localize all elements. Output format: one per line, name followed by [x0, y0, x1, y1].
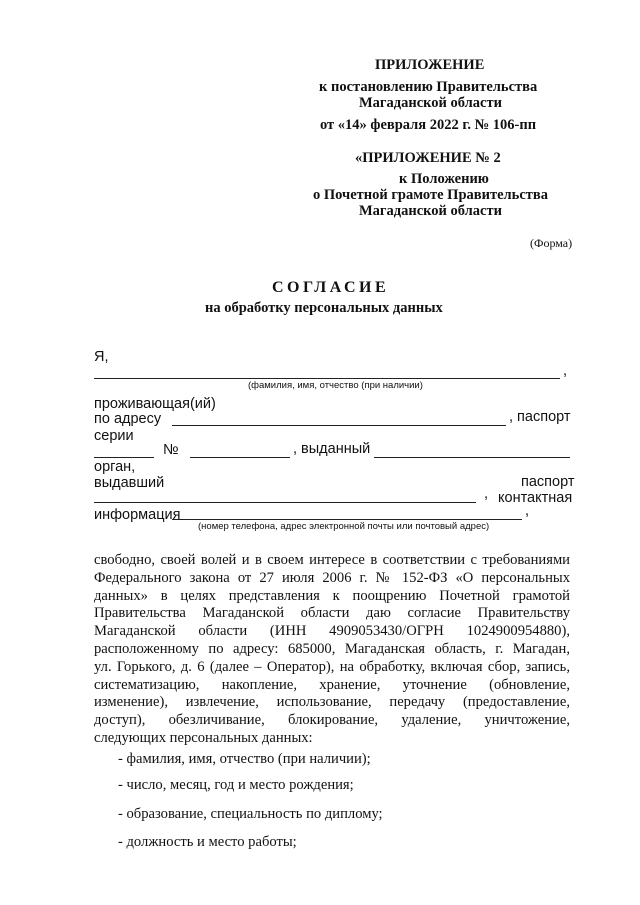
paragraph-line: расположенному по адресу: 685000, Магаданская область, г. Магадан, [94, 640, 570, 657]
list-item: - образование, специальность по диплому; [118, 806, 383, 822]
list-item: - число, месяц, год и место рождения; [118, 777, 354, 793]
consent-paragraph [94, 552, 570, 748]
document-subtitle: на обработку персональных данных [205, 300, 443, 316]
passport-right-label: паспорт [521, 474, 575, 490]
paragraph-line: данных» в целях представления к поощрению Почетной грамотой [94, 587, 570, 604]
paragraph-line: систематизацию, накопление, хранение, уточнение (обновление, [94, 676, 570, 693]
paragraph-line: Правительства Магаданской области даю согласие Правительству [94, 605, 570, 622]
paragraph-line: ул. Горького, д. 6 (далее – Оператор), на обработку, включая сбор, запись, [94, 658, 570, 675]
passport-label: , паспорт [509, 409, 571, 425]
i-label: Я, [94, 349, 109, 365]
issuer-label: выдавший [94, 475, 165, 491]
address-label: по адресу [94, 411, 162, 427]
appendix2-title: «ПРИЛОЖЕНИЕ № 2 [355, 150, 501, 166]
organ-label: орган, [94, 459, 136, 475]
document-title: СОГЛАСИЕ [272, 279, 390, 296]
regulation-line-2: о Почетной грамоте Правительства [313, 187, 548, 203]
form-label: (Форма) [530, 236, 573, 250]
contact-hint: (номер телефона, адрес электронной почты или почтовый адрес) [198, 521, 490, 532]
number-line[interactable] [190, 457, 290, 458]
paragraph-line: Федерального закона от 27 июля 2006 г. № 152-ФЗ «О персональных [94, 569, 570, 586]
list-item: - должность и место работы; [118, 834, 297, 850]
paragraph-line: свободно, своей волей и в своем интересе в соответствии с требованиями [94, 552, 570, 568]
resolution-line-1: к постановлению Правительства [319, 79, 538, 95]
contact-label: контактная [498, 490, 573, 506]
paragraph-line: следующих персональных данных: [94, 729, 313, 746]
paragraph-line: изменение), извлечение, использование, передачу (предоставление, [94, 694, 570, 711]
series-label: серии [94, 428, 134, 444]
address-line[interactable] [172, 425, 506, 426]
residing-label: проживающая(ий) [94, 396, 216, 412]
resolution-date: от «14» февраля 2022 г. № 106-пп [320, 117, 537, 133]
number-label: № [163, 442, 179, 458]
fio-line[interactable] [94, 378, 560, 379]
appendix-title: ПРИЛОЖЕНИЕ [375, 57, 485, 73]
fio-hint: (фамилия, имя, отчество (при наличии) [248, 380, 423, 391]
issued-label: , выданный [293, 441, 371, 457]
paragraph-line: Магаданской области (ИНН 4909053430/ОГРН 1024900954880), [94, 623, 570, 640]
regulation-line-3: Магаданской области [359, 203, 502, 219]
issuer-line[interactable] [94, 502, 476, 503]
series-line[interactable] [94, 457, 154, 458]
resolution-line-2: Магаданской области [359, 95, 502, 111]
contact-line[interactable] [172, 519, 522, 520]
list-item: - фамилия, имя, отчество (при наличии); [118, 751, 371, 767]
paragraph-line: доступ), обезличивание, блокирование, удаление, уничтожение, [94, 712, 570, 729]
regulation-line-1: к Положению [399, 171, 489, 187]
issued-line[interactable] [374, 457, 570, 458]
info-label: информация [94, 507, 181, 523]
